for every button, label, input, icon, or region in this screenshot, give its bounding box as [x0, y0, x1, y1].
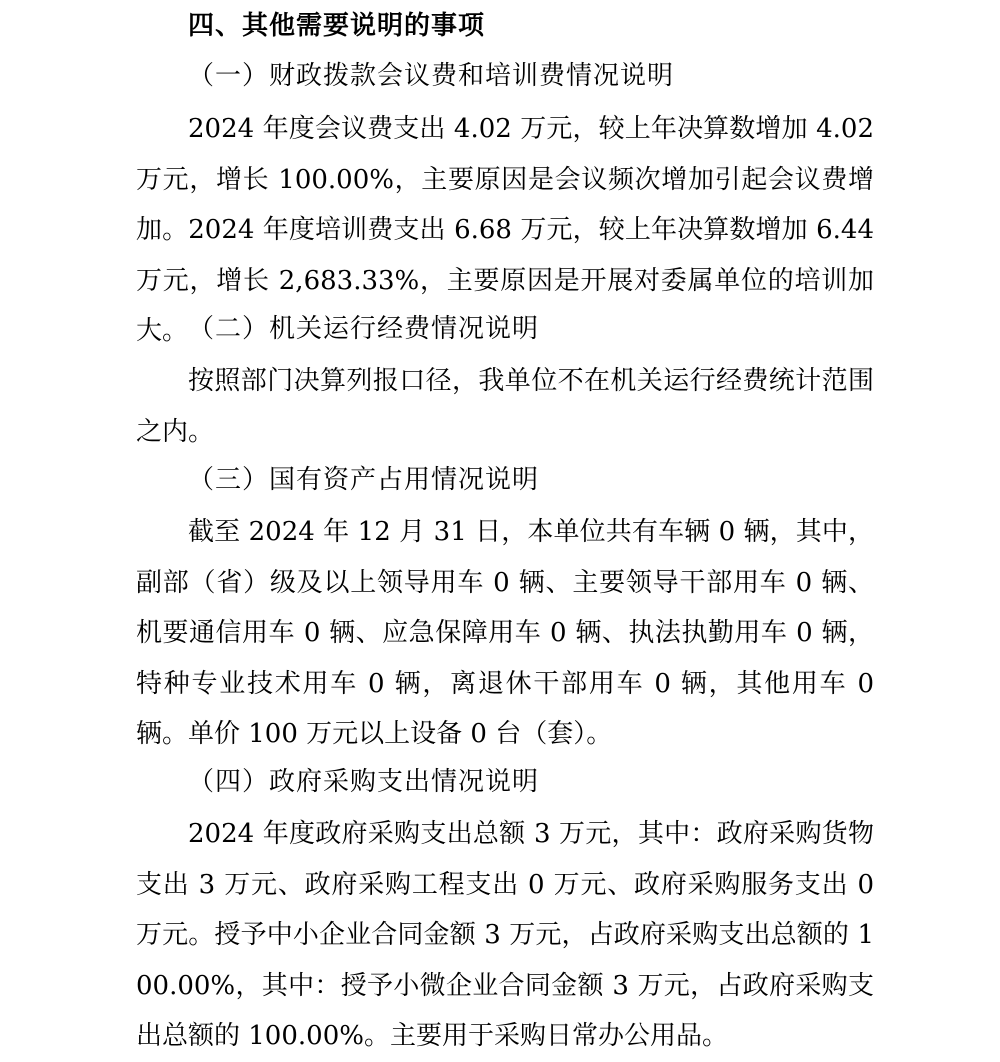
subsection-title-meeting-training: （一）财政拨款会议费和培训费情况说明	[188, 61, 675, 91]
subsection-title-state-assets: （三）国有资产占用情况说明	[188, 465, 540, 495]
paragraph-government-procurement: 2024 年度政府采购支出总额 3 万元，其中：政府采购货物支出 3 万元、政府采购工程支出 0 万元、政府采购服务支出 0 万元。授予中小企业合同金额 3 万元，占政府采购支出总额的 100.00%，其中：授予小微企业合同金额 3 万元，占政府采购支出总额的 100.00%。主要用于采购日常办公用品。	[136, 819, 874, 1052]
paragraph-meeting-training: 2024 年度会议费支出 4.02 万元，较上年决算数增加 4.02 万元，增长 100.00%，主要原因是会议频次增加引起会议费增加。2024 年度培训费支出 6.68 万元，较上年决算数增加 6.44 万元，增长 2,683.33%，主要原因是开展对委属单位的培训加大。	[136, 114, 874, 347]
section-heading: 四、其他需要说明的事项	[188, 11, 486, 41]
paragraph-state-assets: 截至 2024 年 12 月 31 日，本单位共有车辆 0 辆，其中，副部（省）级及以上领导用车 0 辆、主要领导干部用车 0 辆、机要通信用车 0 辆、应急保障用车 0 辆、执法执勤用车 0 辆，特种专业技术用车 0 辆，离退休干部用车 0 辆，其他用车 0 辆。单价 100 万元以上设备 0 台（套）。	[136, 517, 874, 750]
subsection-title-operating-expenses: （二）机关运行经费情况说明	[188, 314, 540, 344]
subsection-title-government-procurement: （四）政府采购支出情况说明	[188, 767, 540, 797]
paragraph-operating-expenses: 按照部门决算列报口径，我单位不在机关运行经费统计范围之内。	[136, 366, 874, 447]
